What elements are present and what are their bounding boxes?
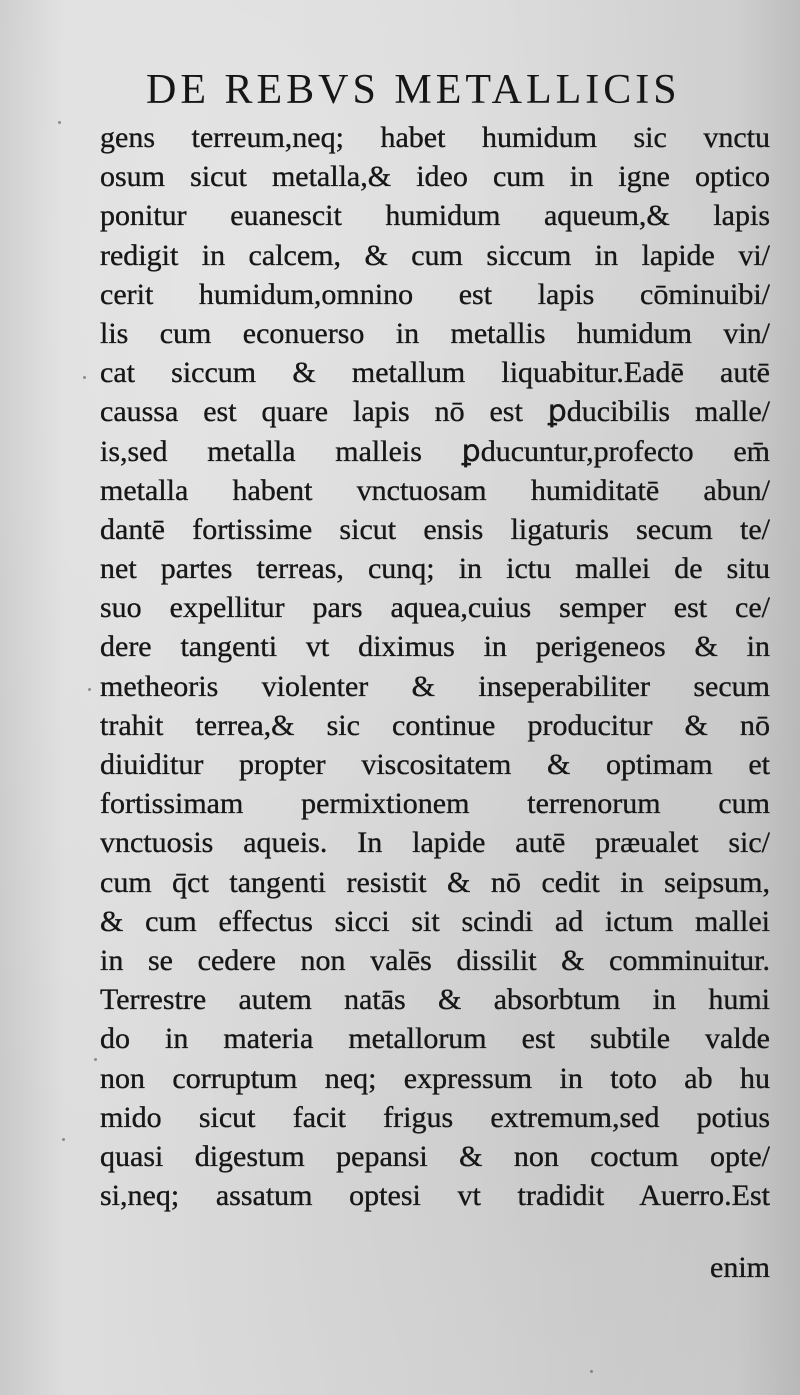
text-line: dere tangenti vt diximus in perigeneos & in — [100, 630, 770, 664]
text-line: mido sicut facit frigus extremum,sed potius — [100, 1100, 770, 1134]
ink-speck — [83, 376, 86, 379]
text-line: ponitur euanescit humidum aqueum,& lapis — [100, 199, 770, 233]
text-line: non corruptum neq; expressum in toto ab hu — [100, 1061, 770, 1095]
text-line: & cum effectus sicci sit scindi ad ictum mallei — [100, 904, 770, 938]
text-line: cerit humidum,omnino est lapis cōminuibi/ — [100, 277, 770, 311]
text-line: diuiditur propter viscositatem & optimam et — [100, 748, 770, 781]
text-line: fortissimam permixtionem terrenorum cum — [100, 787, 770, 821]
ink-speck — [88, 688, 91, 691]
text-line: trahit terrea,& sic continue producitur & nō — [100, 708, 770, 742]
text-line: do in materia metallorum est subtile valde — [100, 1022, 770, 1056]
text-line: Terrestre autem natās & absorbtum in humi — [100, 983, 770, 1017]
text-line: cat siccum & metallum liquabitur.Eadē autē — [100, 356, 770, 390]
text-line: vnctuosis aqueis. In lapide autē præualet sic/ — [100, 826, 770, 860]
text-line: redigit in calcem, & cum siccum in lapide vi/ — [100, 238, 770, 272]
text-line: suo expellitur pars aquea,cuius semper est ce/ — [100, 591, 770, 625]
ink-speck — [590, 1370, 593, 1373]
text-line: in se cedere non valēs dissilit & comminuitur. — [100, 943, 770, 977]
text-line: lis cum econuerso in metallis humidum vin/ — [100, 316, 770, 350]
ink-speck — [94, 1058, 97, 1061]
text-line: si,neq; assatum optesi vt tradidit Auerro.Est — [100, 1179, 770, 1213]
text-line: is,sed metalla malleis ꝑducuntur,profecto em̄ — [100, 434, 770, 468]
running-head: DE REBVS METALLICIS — [146, 67, 681, 113]
ink-speck — [58, 121, 61, 124]
text-line: osum sicut metalla,& ideo cum in igne optico — [100, 160, 770, 194]
text-line: metheoris violenter & inseperabiliter secum — [100, 669, 770, 703]
text-block — [100, 118, 770, 1215]
text-line: net partes terreas, cunq; in ictu mallei de situ — [100, 552, 770, 586]
text-line: metalla habent vnctuosam humiditatē abun/ — [100, 473, 770, 507]
ink-speck — [62, 1138, 65, 1141]
text-line: dantē fortissime sicut ensis ligaturis secum te/ — [100, 512, 770, 546]
text-line: gens terreum,neq; habet humidum sic vnctu — [100, 121, 770, 154]
catchword: enim — [710, 1251, 770, 1284]
text-line: caussa est quare lapis nō est ꝑducibilis malle/ — [100, 395, 770, 429]
text-line: cum q̄ct tangenti resistit & nō cedit in seipsum, — [100, 865, 770, 899]
text-line: quasi digestum pepansi & non coctum opte/ — [100, 1139, 770, 1173]
